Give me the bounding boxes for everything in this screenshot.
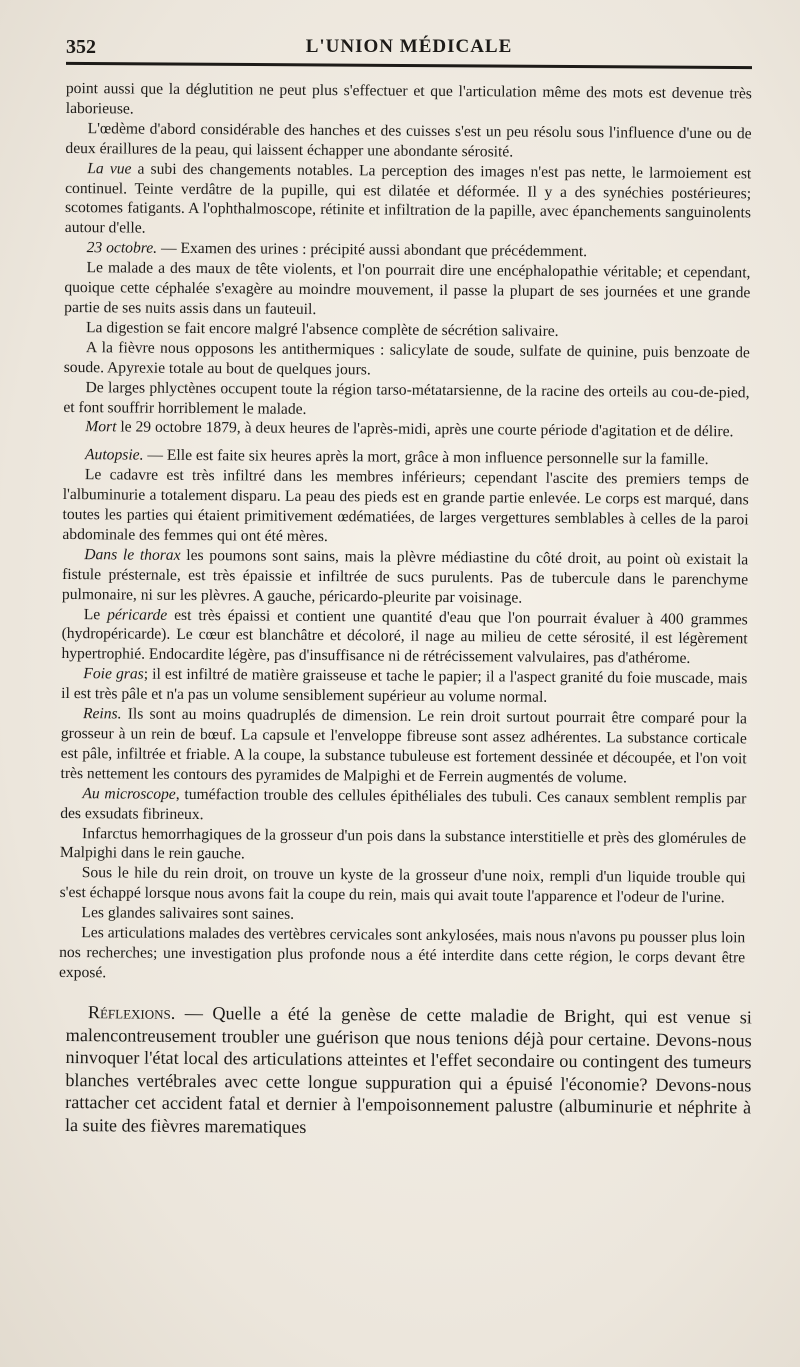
paragraph-1: point aussi que la déglutition ne peut plus s'effectuer et que l'articulation même des mots est devenue très laborieuse. (65, 79, 752, 118)
reflexions-paragraph: Réflexions. — Quelle a été la genèse de cette maladie de Bright, qui est venue si malencontreusement troubler une guérison que nous tenions déjà pour certaine. Devons-nous ninvoquer l'état local des articulations atteintes et l'effet secondaire ou contingent des tumeurs blanches vertébrales avec cette longue suppuration qui a épuisé l'économie? Devons-nous rattacher cet accident fatal et dernier à l'empoisonnement palustre (albuminurie et néphrite à la suite des fièvres marematiques (64, 1001, 752, 1137)
paragraph-9: Mort le 29 octobre 1879, à deux heures de l'après-midi, après une courte période d'agitation et de délire. (85, 418, 734, 441)
paragraph-12: Dans le thorax les poumons sont sains, mais la plèvre médiastine du côté droit, au point où existait la fistule présternale, est très épaissie et infiltrée de sucs purulents. Pas de tubercule dans le parenchyme pulmonaire, ni sur les plèvres. A gauche, péricardo-pleurite par voisinage. (61, 546, 749, 607)
paragraph-5: Le malade a des maux de tête violents, et l'on pourrait dire une encéphalopathie véritable; et cependant, quoique cette céphalée s'exagère au moindre mouvement, il passe la plupart de ses journées et une grande partie de ses nuits assis dans un fauteuil. (64, 259, 751, 318)
section-lead: Mort (85, 418, 117, 436)
paragraph-17: Infarctus hemorrhagiques de la grosseur d'un pois dans la substance interstitielle et près des glomérules de Malpighi dans le rein gauche. (59, 824, 747, 863)
page-number: 352 (66, 36, 96, 58)
reflexions-lead: Réflexions. (87, 1001, 176, 1023)
section-lead: Reins. (82, 705, 122, 723)
article-body (59, 79, 752, 988)
paragraph-14: Foie gras; il est infiltré de matière graisseuse et tache le papier; il a l'aspect granité du foie muscade, mais il est très pâle et n'a pas un volume sensiblement supérieur au volume normal. (61, 665, 748, 706)
paragraph-6: La digestion se fait encore malgré l'absence complète de sécrétion salivaire. (85, 319, 559, 340)
header-rule (66, 62, 752, 69)
paragraph-13: Le péricarde est très épaissi et contient une quantité d'eau que l'on pourrait évaluer à 400 grammes (hydropéricarde). Le cœur est blanchâtre et décoloré, il nage au milieu de cette sérosité, il est légèrement hypertrophié. Endocardite légère, pas d'insuffisance ni de rétrécissement valvulaires, pas d'athérome. (61, 605, 748, 668)
section-lead: Autopsie. (84, 446, 144, 464)
section-lead: péricarde (107, 605, 168, 624)
section-lead: Dans le thorax (84, 546, 181, 564)
section-lead: La vue (87, 159, 132, 178)
paragraph-18: Sous le hile du rein droit, on trouve un kyste de la grosseur d'une noix, rempli d'un liquide trouble qui s'est échappé lorsque nous avons fait la coupe du rein, mais qui avait toute l'apparence et l'odeur de l'urine. (59, 864, 746, 907)
paragraph-7: A la fièvre nous opposons les antithermiques : salicylate de soude, sulfate de quinine, puis benzoate de soude. Apyrexie totale au bout de quelques jours. (63, 338, 750, 379)
paragraph-4: 23 octobre. — Examen des urines : précipité aussi abondant que précédemment. (86, 239, 588, 261)
date-lead: 23 octobre. (86, 239, 158, 257)
page-header (66, 26, 752, 60)
paragraph-3: La vue a subi des changements notables. La perception des images n'est pas nette, le larmoiement est continuel. Teinte verdâtre de la pupille, qui est dilatée et déformée. Il y a des synéchies postérieures; scotomes fatigants. A l'ophthalmoscope, rétinite et infiltration de la papille, avec épanchements sanguinolents autour d'elle. (64, 159, 752, 237)
paragraph-20: Les articulations malades des vertèbres cervicales sont ankylosées, mais nous n'avons pu pousser plus loin nos recherches; une investigation plus profonde nous a été interdite dans cette région, le corps devant être exposé. (58, 924, 746, 982)
paragraph-15: Reins. Ils sont au moins quadruplés de dimension. Le rein droit surtout pourrait être comparé pour la grosseur à un rein de bœuf. La capsule et l'enveloppe fibreuse sont assez adhérentes. La substance corticale est pâle, infiltrée et friable. A la coupe, la substance tubuleuse est fortement dessinée et découpée, et l'on voit très nettement les contours des pyramides de Malpighi et de Ferrein augmentés de volume. (60, 705, 748, 787)
running-title: L'UNION MÉDICALE (305, 36, 513, 57)
paragraph-10: Autopsie. — Elle est faite six heures après la mort, grâce à mon influence personnelle sur la famille. (84, 446, 709, 469)
paragraph-11: Le cadavre est très infiltré dans les membres inférieurs; cependant l'ascite des premiers temps de l'albuminurie a totalement disparu. La peau des pieds est en grande partie enlevée. Le corps est marqué, dans toutes les parties qui étaient primitivement œdématiées, de larges vergettures semblables à celles de la paroi abdominale des femmes qui ont été mères. (62, 466, 749, 546)
paragraph-19: Les glandes salivaires sont saines. (81, 904, 295, 923)
paragraph-8: De larges phlyctènes occupent toute la région tarso-métatarsienne, de la racine des orteils au cou-de-pied, et font souffrir horriblement le malade. (63, 378, 750, 418)
section-lead: Foie gras (83, 665, 144, 683)
paragraph-2: L'œdème d'abord considérable des hanches et des cuisses s'est un peu résolu sous l'influence d'une ou de deux éraillures de la peau, qui laissent échapper une abondante sérosité. (65, 119, 752, 161)
paragraph-16: Au microscope, tuméfaction trouble des cellules épithéliales des tubuli. Ces canaux semblent remplis par des exsudats fibrineux. (60, 784, 747, 823)
section-lead: Au microscope (82, 784, 176, 803)
